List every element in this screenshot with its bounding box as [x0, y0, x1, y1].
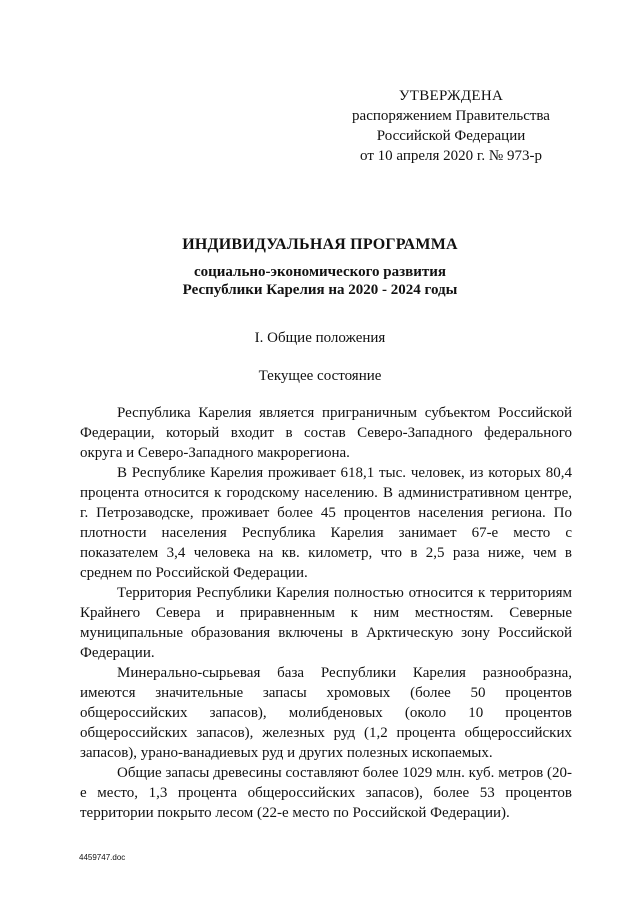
- document-subtitle-1: социально-экономического развития: [193, 264, 447, 280]
- approval-block: [330, 86, 572, 166]
- approval-authority: распоряжением Правительства: [352, 108, 550, 124]
- approval-country: Российской Федерации: [376, 128, 526, 144]
- paragraph-4: Минерально-сырьевая база Республики Карелия разнообразна, имеются значительные запасы хромовых (более 50 процентов общероссийских запасов), молибденовых (около 10 процентов общероссийских запасов), железных руд (1,2 процента общероссийских запасов), урано-ванадиевых руд и других полезных ископаемых.: [80, 665, 572, 761]
- approval-title: УТВЕРЖДЕНА: [398, 88, 504, 104]
- section-heading: I. Общие положения: [254, 330, 386, 346]
- paragraph-3: Территория Республики Карелия полностью относится к территориям Крайнего Севера и приравненным к ним местностям. Северные муниципальные образования включены в Арктическую зону Российской Федерации.: [80, 585, 572, 661]
- footer-doc-id: 4459747.doc: [79, 853, 126, 862]
- document-title: ИНДИВИДУАЛЬНАЯ ПРОГРАММА: [182, 236, 458, 253]
- paragraph-2: В Республике Карелия проживает 618,1 тыс. человек, из которых 80,4 процента относится к городскому населению. В административном центре, г. Петрозаводске, проживает более 45 процентов населения региона. По плотности населения Республика Карелия занимает 67-е место с показателем 3,4 человека на кв. километр, что в 2,5 раза ниже, чем в среднем по Российской Федерации.: [80, 465, 572, 581]
- section-subheading: Текущее состояние: [258, 368, 382, 384]
- paragraph-5: Общие запасы древесины составляют более 1029 млн. куб. метров (20-е место, 1,3 процента общероссийских запасов), более 53 процентов территории покрыто лесом (22-е место по Российской Федерации).: [80, 765, 572, 821]
- document-subtitle-2: Республики Карелия на 2020 - 2024 годы: [182, 282, 458, 298]
- paragraph-1: Республика Карелия является приграничным субъектом Российской Федерации, который входит в состав Северо-Западного федерального округа и Северо-Западного макрорегиона.: [80, 405, 572, 461]
- document-body: [80, 403, 572, 823]
- approval-date-number: от 10 апреля 2020 г. № 973-р: [360, 148, 542, 164]
